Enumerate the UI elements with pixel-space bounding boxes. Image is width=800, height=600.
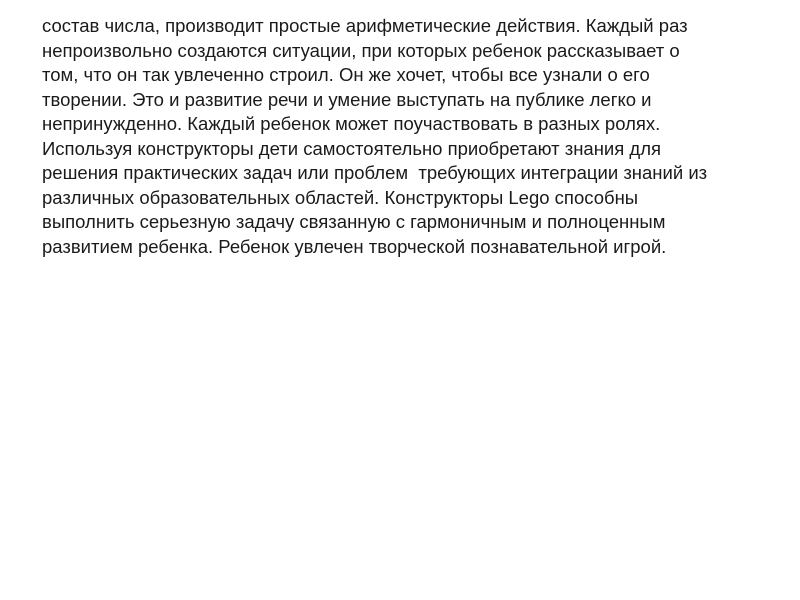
body-text — [42, 14, 792, 259]
text-line: выполнить серьезную задачу связанную с гармоничным и полноценным — [42, 211, 666, 232]
text-line: различных образовательных областей. Конструкторы Lego способны — [42, 186, 639, 208]
text-line: творении. Это и развитие речи и умение выступать на публике легко и — [42, 88, 652, 110]
text-line: том, что он так увлеченно строил. Он же хочет, чтобы все узнали о его — [42, 64, 650, 85]
text-line: решения практических задач или проблем требующих интеграции знаний из — [42, 162, 708, 183]
text-line: состав числа, производит простые арифметические действия. Каждый раз — [42, 15, 688, 36]
text-line: непринужденно. Каждый ребенок может поучаствовать в разных ролях. — [42, 113, 661, 134]
text-line: развитием ребенка. Ребенок увлечен творческой познавательной игрой. — [42, 235, 667, 257]
text-line: Используя конструкторы дети самостоятельно приобретают знания для — [42, 137, 662, 159]
text-line: непроизвольно создаются ситуации, при которых ребенок рассказывает о — [42, 39, 680, 61]
